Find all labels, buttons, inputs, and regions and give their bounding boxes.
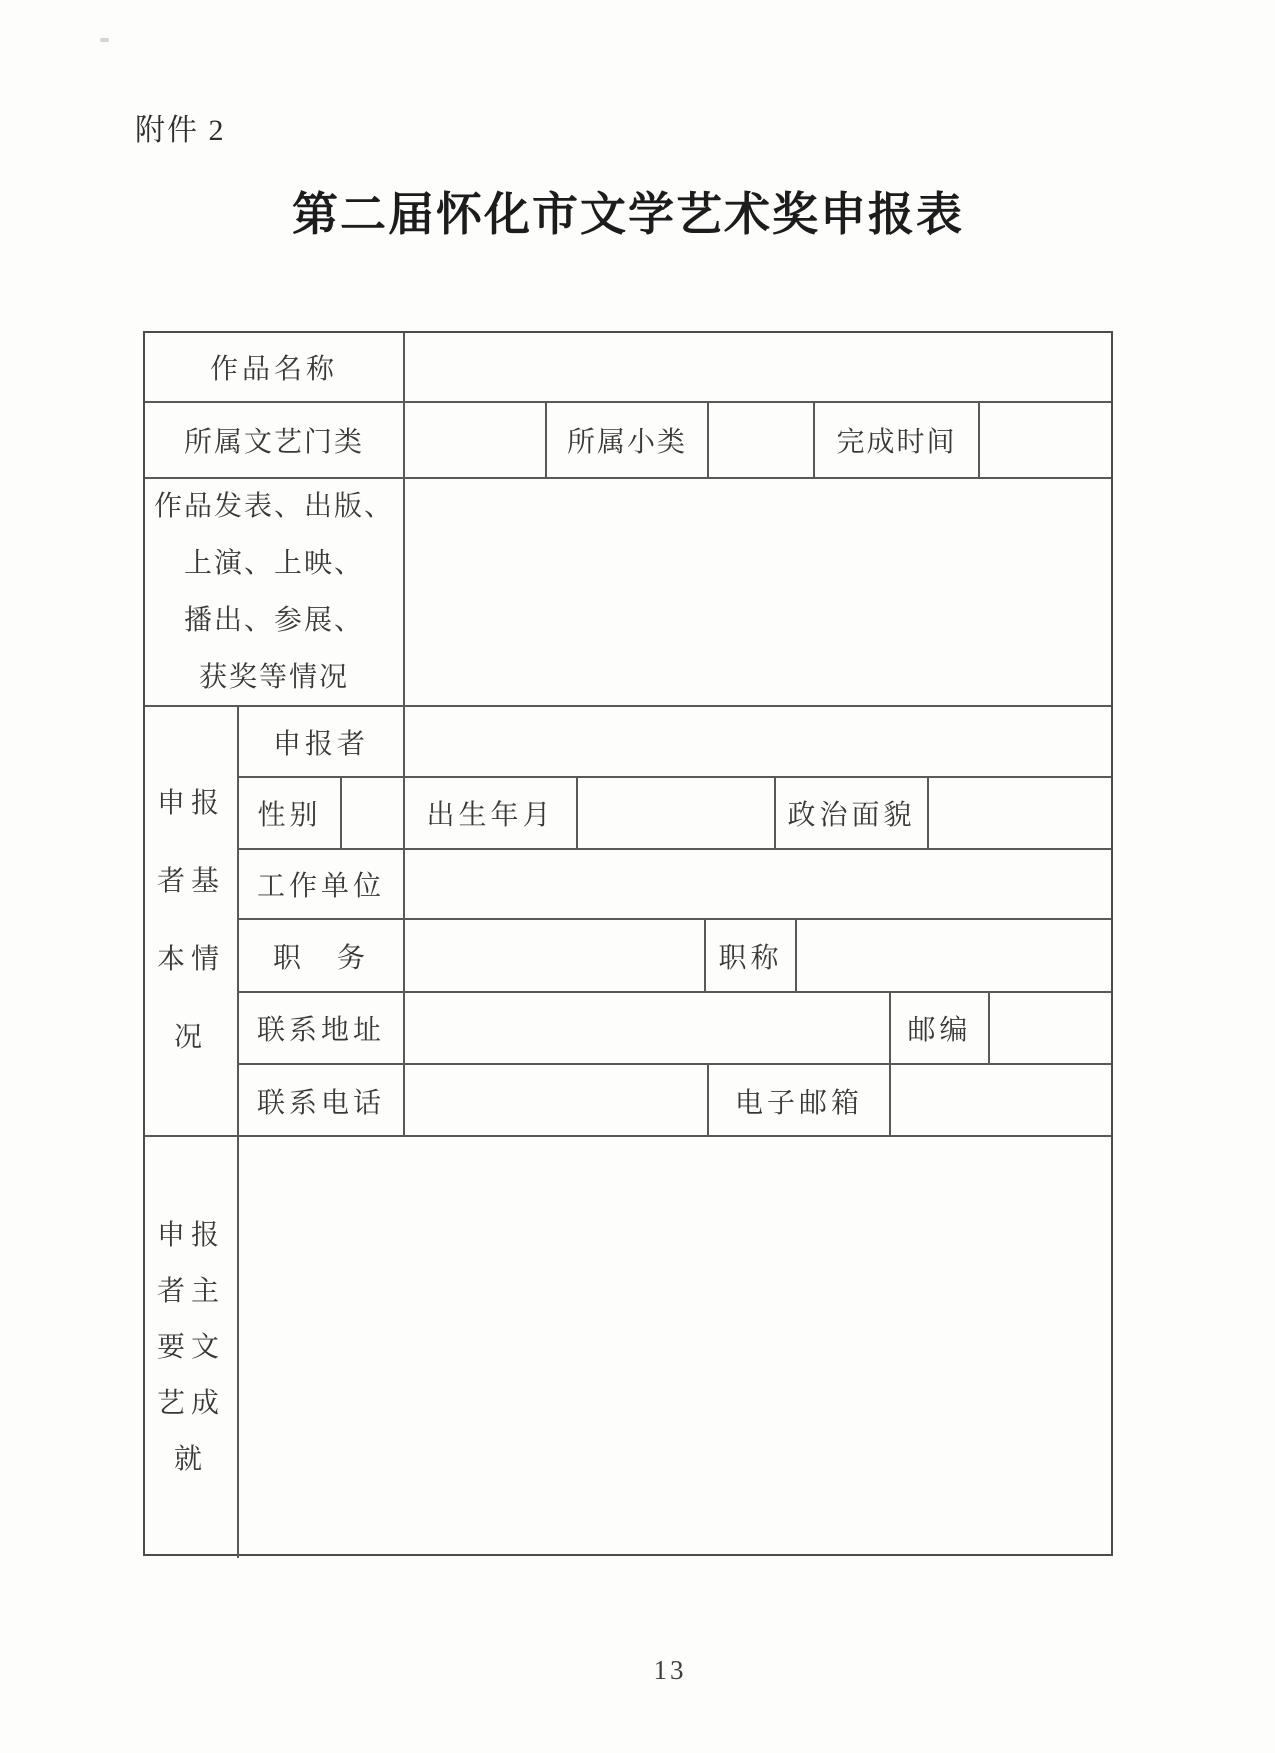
achievements-label-line: 者主 bbox=[156, 1275, 225, 1307]
section-applicant-info bbox=[145, 707, 1111, 1137]
professional-title-label: 职称 bbox=[706, 920, 797, 991]
row-gender-birth-political bbox=[239, 778, 1111, 850]
application-form-table bbox=[143, 331, 1113, 1556]
attachment-label: 附件 2 bbox=[135, 114, 226, 147]
phone-label: 联系电话 bbox=[239, 1065, 405, 1137]
work-name-label: 作品名称 bbox=[145, 333, 405, 401]
achievements-label-line: 艺成 bbox=[156, 1387, 225, 1419]
publication-label-line: 获奖等情况 bbox=[198, 662, 349, 693]
postal-code-label: 邮编 bbox=[891, 993, 990, 1063]
subcategory-value-cell bbox=[709, 403, 815, 477]
achievements-section-label bbox=[145, 1137, 239, 1558]
row-work-unit bbox=[239, 850, 1111, 920]
political-status-value-cell bbox=[929, 778, 1111, 848]
publication-label-line: 上演、上映、 bbox=[183, 548, 364, 579]
applicant-section-label-line: 况 bbox=[173, 1022, 208, 1053]
page-title: 第二届怀化市文学艺术奖申报表 bbox=[292, 189, 964, 240]
achievements-label-line: 要文 bbox=[156, 1331, 225, 1363]
publication-label bbox=[145, 479, 405, 705]
applicant-section-label-line: 本情 bbox=[156, 944, 225, 975]
applicant-section-label-line: 者基 bbox=[156, 866, 225, 897]
applicant-subrows bbox=[239, 707, 1111, 1135]
applicant-section-label bbox=[145, 707, 239, 1135]
row-category bbox=[145, 403, 1111, 479]
applicant-label: 申报者 bbox=[239, 707, 405, 776]
achievements-label-line: 就 bbox=[173, 1443, 208, 1475]
section-achievements bbox=[145, 1137, 1111, 1558]
position-value-cell bbox=[405, 920, 706, 991]
position-label: 职 务 bbox=[239, 920, 405, 991]
publication-label-line: 播出、参展、 bbox=[183, 605, 364, 636]
work-unit-label: 工作单位 bbox=[239, 850, 405, 918]
address-label: 联系地址 bbox=[239, 993, 405, 1063]
page-number: 13 bbox=[653, 1655, 687, 1685]
row-applicant bbox=[239, 707, 1111, 778]
row-publication bbox=[145, 479, 1111, 707]
completion-time-value-cell bbox=[980, 403, 1111, 477]
subcategory-label: 所属小类 bbox=[547, 403, 709, 477]
row-address-postcode bbox=[239, 993, 1111, 1065]
applicant-section-label-line: 申报 bbox=[156, 788, 225, 819]
row-position-title bbox=[239, 920, 1111, 993]
row-work-name bbox=[145, 333, 1111, 403]
work-name-value-cell bbox=[405, 333, 1111, 401]
gender-value-cell bbox=[342, 778, 405, 848]
email-label: 电子邮箱 bbox=[709, 1065, 891, 1137]
gender-label: 性别 bbox=[239, 778, 342, 848]
political-status-label: 政治面貌 bbox=[776, 778, 929, 848]
row-phone-email bbox=[239, 1065, 1111, 1137]
birth-date-value-cell bbox=[578, 778, 776, 848]
work-unit-value-cell bbox=[405, 850, 1111, 918]
category-value-cell bbox=[405, 403, 547, 477]
email-value-cell bbox=[891, 1065, 1111, 1137]
category-label: 所属文艺门类 bbox=[145, 403, 405, 477]
applicant-value-cell bbox=[405, 707, 1111, 776]
publication-value-cell bbox=[405, 479, 1111, 705]
achievements-label-line: 申报 bbox=[156, 1219, 225, 1251]
postal-code-value-cell bbox=[990, 993, 1111, 1063]
achievements-value-cell bbox=[239, 1137, 1111, 1558]
professional-title-value-cell bbox=[797, 920, 1111, 991]
phone-value-cell bbox=[405, 1065, 709, 1137]
scan-artifact bbox=[100, 38, 109, 42]
publication-label-line: 作品发表、出版、 bbox=[153, 491, 394, 522]
completion-time-label: 完成时间 bbox=[815, 403, 980, 477]
birth-date-label: 出生年月 bbox=[405, 778, 578, 848]
address-value-cell bbox=[405, 993, 891, 1063]
